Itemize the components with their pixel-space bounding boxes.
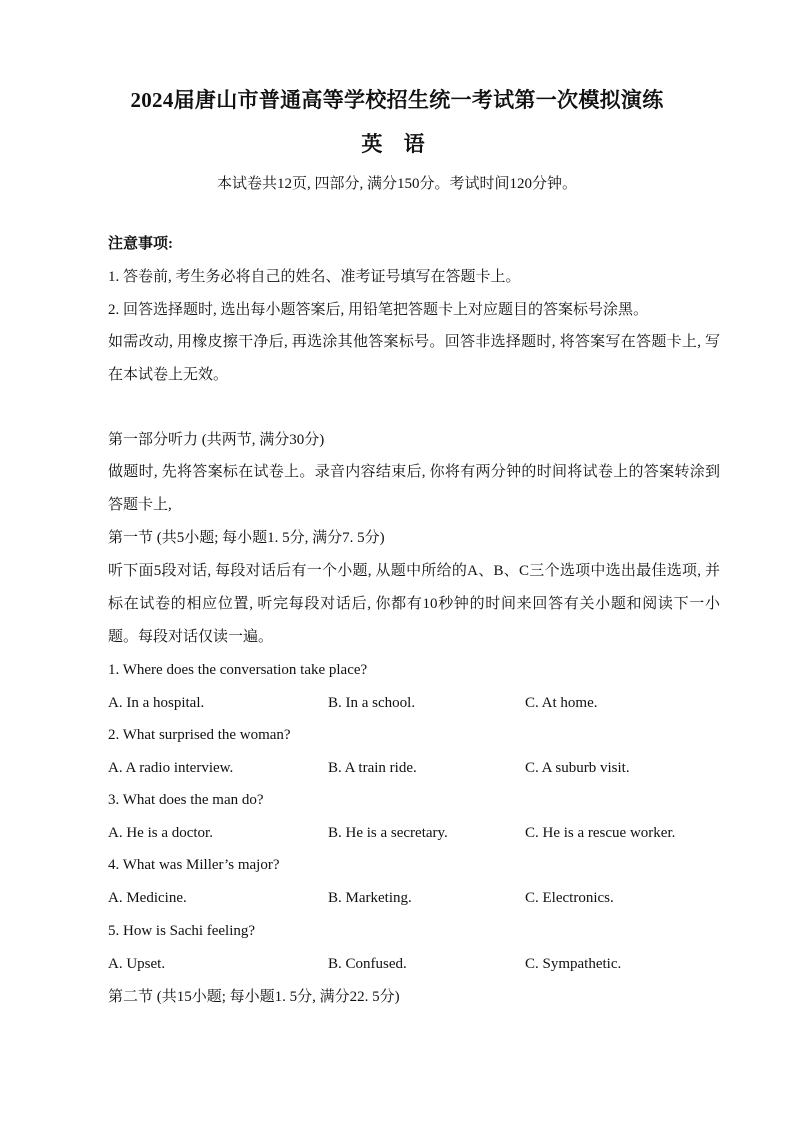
section1-heading: 第一节 (共5小题; 每小题1. 5分, 满分7. 5分): [108, 530, 385, 546]
question-3: 3. What does the man do?: [108, 792, 264, 808]
question-3-option-b: B. He is a secretary.: [328, 825, 448, 841]
question-3-option-c: C. He is a rescue worker.: [525, 825, 676, 841]
question-3-option-a: A. He is a doctor.: [108, 825, 213, 841]
question-4: 4. What was Miller’s major?: [108, 857, 280, 873]
question-4-option-c: C. Electronics.: [525, 890, 614, 906]
question-2-option-c: C. A suburb visit.: [525, 760, 630, 776]
question-5-option-b: B. Confused.: [328, 956, 407, 972]
question-5-option-a: A. Upset.: [108, 956, 166, 972]
part1-instruction: 做题时, 先将答案标在试卷上。录音内容结束后, 你将有两分钟的时间将试卷上的答案转涂到答题卡上,: [108, 464, 720, 513]
question-1-option-a: A. In a hospital.: [108, 695, 205, 711]
question-2-option-b: B. A train ride.: [328, 760, 417, 776]
notes-item-2: 2. 回答选择题时, 选出每小题答案后, 用铅笔把答题卡上对应题目的答案标号涂黑。: [108, 302, 649, 318]
question-1-option-b: B. In a school.: [328, 695, 416, 711]
notes-item-2-continued: 如需改动, 用橡皮擦干净后, 再选涂其他答案标号。回答非选择题时, 将答案写在答题卡上, 写在本试卷上无效。: [108, 334, 720, 383]
section1-instruction: 听下面5段对话, 每段对话后有一个小题, 从题中所给的A、B、C三个选项中选出最佳选项, 并标在试卷的相应位置, 听完每段对话后, 你都有10秒钟的时间来回答有关小题和阅读下一小题。每段对话仅读一遍。: [108, 563, 720, 645]
notes-heading: 注意事项:: [108, 236, 173, 252]
question-2-option-a: A. A radio interview.: [108, 760, 234, 776]
question-5: 5. How is Sachi feeling?: [108, 923, 256, 939]
question-4-option-a: A. Medicine.: [108, 890, 187, 906]
exam-title: 2024届唐山市普通高等学校招生统一考试第一次模拟演练: [130, 88, 664, 112]
notes-item-1: 1. 答卷前, 考生务必将自己的姓名、准考证号填写在答题卡上。: [108, 269, 521, 285]
subject-title: 英 语: [361, 132, 433, 156]
question-4-option-b: B. Marketing.: [328, 890, 412, 906]
section2-heading: 第二节 (共15小题; 每小题1. 5分, 满分22. 5分): [108, 989, 400, 1005]
question-1: 1. Where does the conversation take place?: [108, 662, 368, 678]
part1-heading: 第一部分听力 (共两节, 满分30分): [108, 432, 325, 448]
question-2: 2. What surprised the woman?: [108, 727, 291, 743]
exam-intro: 本试卷共12页, 四部分, 满分150分。考试时间120分钟。: [216, 176, 577, 192]
question-1-option-c: C. At home.: [525, 695, 598, 711]
question-5-option-c: C. Sympathetic.: [525, 956, 622, 972]
